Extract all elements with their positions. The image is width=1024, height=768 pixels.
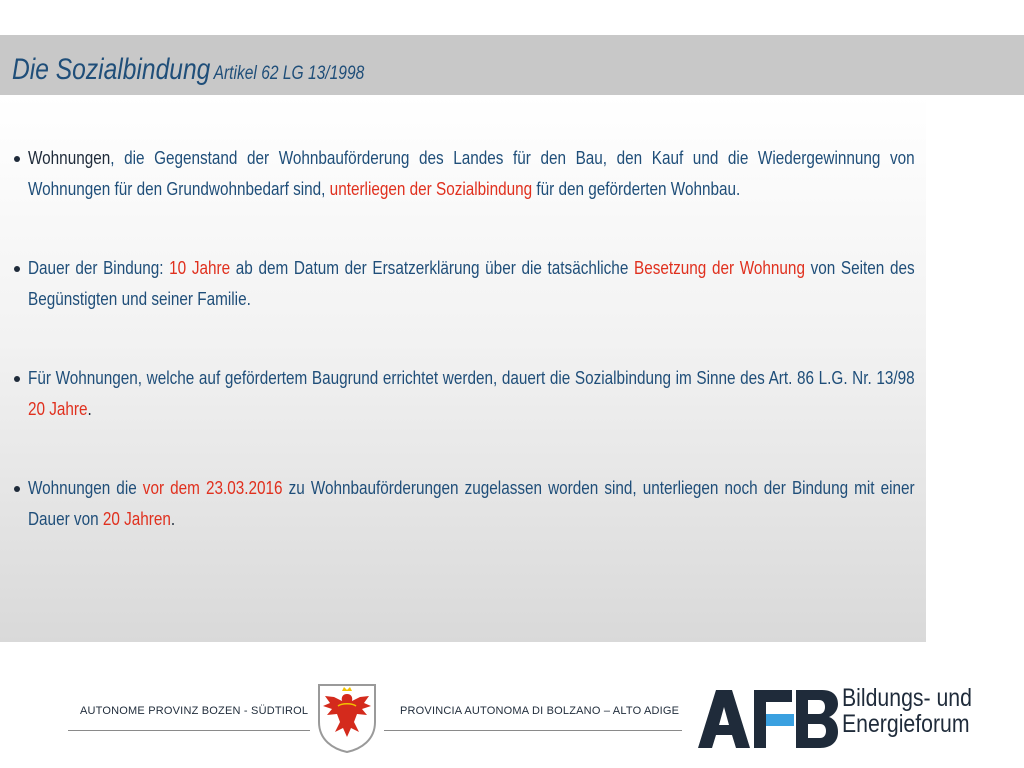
bullet-segment: zu Wohnbauförderungen zugelassen worden sind, unterliegen noch der Bindung mit einer Dauer von [28,478,915,529]
bullet-text [28,143,915,205]
afb-logo-line-2: Energieforum [842,710,970,738]
bullet-text [28,363,915,425]
bullet-segment: Wohnungen [28,148,111,168]
bullet-text [28,473,915,535]
province-name-italian: PROVINCIA AUTONOMA DI BOLZANO – ALTO ADIGE [400,705,680,717]
footer-divider-right [384,730,682,731]
bullet-segment: Dauer der Bindung: [28,258,170,278]
province-name-german: AUTONOME PROVINZ BOZEN - SÜDTIROL [80,705,309,717]
afb-logo-icon [698,688,838,750]
bullet-segment: von Seiten des Begünstigten und seiner Familie. [28,258,915,309]
slide-title [12,50,364,87]
bullet-segment: ab dem Datum der Ersatzerklärung über die tatsächliche [230,258,634,278]
footer-divider-left [68,730,310,731]
bullet-item-1 [14,143,915,205]
bullet-highlight: vor dem 23.03.2016 [142,478,283,498]
slide-title-subtitle: Artikel 62 LG 13/1998 [213,63,365,84]
bullet-highlight: 20 Jahre [28,399,88,419]
tyrolean-eagle-crest-icon [316,682,378,754]
bullet-item-3 [14,363,915,425]
afb-logo-line-1: Bildungs- und [842,684,972,712]
bullet-segment: für den geförderten Wohnbau. [532,179,741,199]
bullet-item-2 [14,253,915,315]
bullet-segment: Wohnungen die [28,478,143,498]
bullet-highlight: 20 Jahren [102,509,171,529]
bullet-highlight: Besetzung der Wohnung [633,258,805,278]
bullet-highlight: 10 Jahre [169,258,231,278]
bullet-item-4 [14,473,915,535]
afb-logo-text [842,685,972,737]
bullet-segment: Für Wohnungen, welche auf gefördertem Baugrund errichtet werden, dauert die Sozialbindung im Sinne des Art. 86 L.G. Nr. 13/98 [28,368,915,388]
bullet-segment: , die Gegenstand der Wohnbauförderung des Landes für den Bau, den Kauf und die Wiedergewinnung von Wohnungen für den Grundwohnbedarf sind, [28,148,915,199]
bullet-text [28,253,915,315]
bullet-highlight: unterliegen der Sozialbindung [329,179,533,199]
slide-title-main: Die Sozialbindung [12,53,211,86]
bullet-list [14,143,915,583]
bullet-segment: . [170,509,176,529]
bullet-segment: . [87,399,92,419]
